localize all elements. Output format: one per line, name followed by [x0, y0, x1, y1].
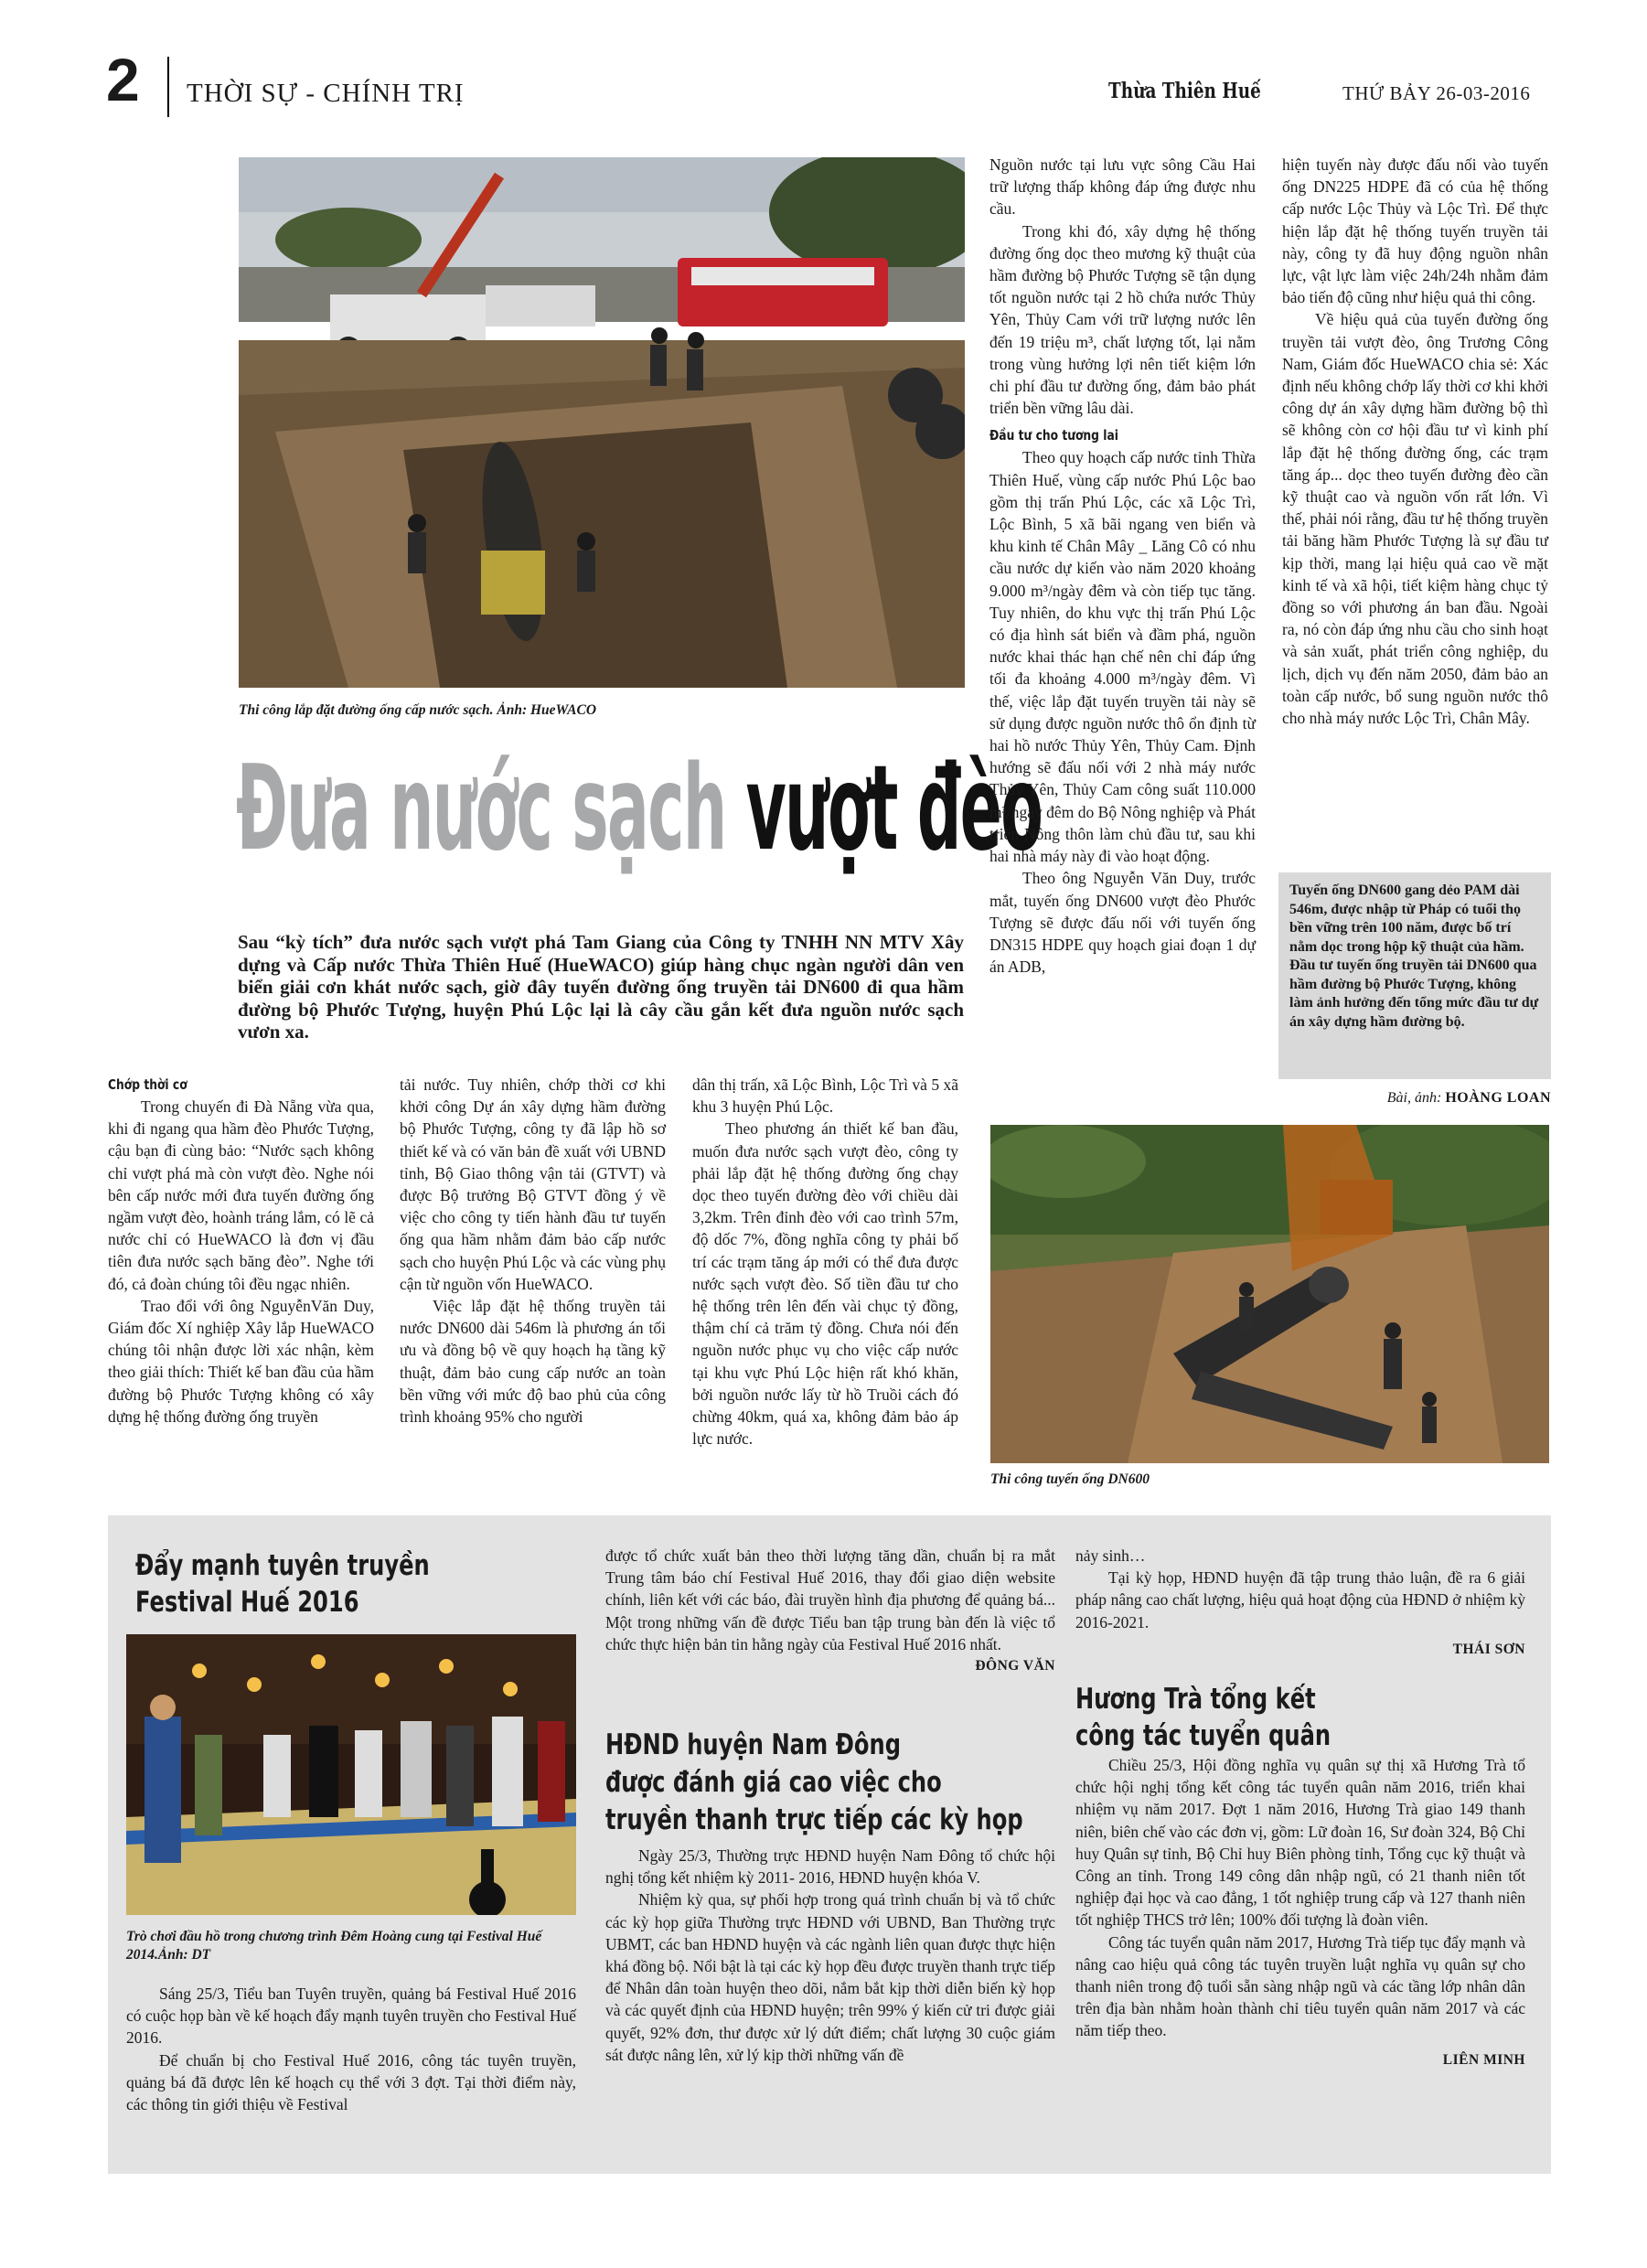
paragraph: Việc lắp đặt hệ thống truyền tải nước DN600 dài 546m là phương án tối ưu và đồng bộ về quy hoạch hạ tầng kỹ thuật, đảm bảo cung cấp nước an toàn bền vững với mức độ bao phủ của công trình khoảng 95% cho người — [400, 1297, 666, 1427]
issue-date: THỨ BẢY 26-03-2016 — [1342, 82, 1531, 104]
story2-continuation — [1075, 1545, 1525, 1661]
story2-title-line2: được đánh giá cao việc cho — [605, 1766, 942, 1799]
byline-name: HOÀNG LOAN — [1445, 1090, 1551, 1106]
paragraph: Nhiệm kỳ qua, sự phối hợp trong quá trình chuẩn bị và tổ chức các kỳ họp giữa Thường trực HĐND với UBND, Ban Thường trực UBMT, các ban HĐND huyện và các ngành liên quan được thực hiện khá đồng bộ. Nổi bật là tại các kỳ họp đều được truyền thanh trực tiếp để Nhân dân toàn huyện theo dõi, nắm bắt kịp thời diễn biến kỳ họp và các quyết định của HĐND huyện; trên 99% ý kiến cử tri được giải quyết, 92% đơn, thư được xử lý dứt điểm; chất lượng 30 cuộc giám sát được nâng lên, xử lý kịp thời những vấn đề — [605, 1890, 1055, 2064]
pipeline-trench-photo — [239, 157, 965, 688]
paragraph: Công tác tuyển quân năm 2017, Hương Trà tiếp tục đẩy mạnh và nâng cao hiệu quả công tác tuyên truyền luật nghĩa vụ quân sự cho thanh niên trong độ tuổi sẵn sàng nhập ngũ và các tầng lớp nhân dân trên địa bàn nhằm hoàn thành chỉ tiêu tuyển quân năm 2017 và các năm tiếp theo. — [1075, 1932, 1525, 2040]
paragraph: nảy sinh… — [1075, 1546, 1146, 1565]
photo2-caption: Thi công tuyến ống DN600 — [990, 1471, 1150, 1487]
headline — [236, 722, 1043, 896]
info-box-text: Tuyến ống DN600 gang dẻo PAM dài 546m, được nhập từ Pháp có tuổi thọ bền vững trên 100 năm, được bố trí nằm dọc trong hộp kỹ thuật của hầm. Đầu tư tuyến ống truyền tải DN600 qua hầm đường bộ Phước Tượng, không làm ảnh hưởng đến tổng mức đầu tư dự án xây dựng hầm đường bộ. — [1289, 883, 1539, 1030]
story2-body — [605, 1845, 1055, 2066]
paragraph: tải nước. Tuy nhiên, chớp thời cơ khi khởi công Dự án xây dựng hầm đường bộ Phước Tượng, công ty đã lập hồ sơ thiết kế và có văn bản đề xuất với UBND tỉnh, Bộ Giao thông vận tải (GTVT) và được Bộ trưởng Bộ GTVT đồng ý về việc cho công ty tiến hành đầu tư tuyến ống qua hầm nhằm đảm bảo cấp nước sạch cho huyện Phú Lộc và các vùng phụ cận từ nguồn vốn HueWACO. — [400, 1075, 666, 1293]
story3-title-line2: công tác tuyển quân — [1075, 1719, 1332, 1752]
subhead-dau-tu: Đầu tư cho tương lai — [989, 427, 1119, 444]
paragraph: Chiều 25/3, Hội đồng nghĩa vụ quân sự thị xã Hương Trà tổ chức hội nghị tổng kết công tác tuyển quân năm 2016, triển khai nhiệm vụ năm 2017. Đợt 1 năm 2016, Hương Trà giao 149 thanh niên, biên chế vào các đơn vị, gồm: Lữ đoàn 16, Sư đoàn 324, Bộ Chỉ huy Quân sự tỉnh, Bộ Chỉ huy Biên phòng tỉnh, Tổng cục kỹ thuật và Công an tỉnh. Trong 149 công dân nhập ngũ, có 21 thanh niên tốt nghiệp đại học và cao đẳng, 1 tốt nghiệp trung cấp và 127 thanh niên tốt nghiệp THCS trở lên; 100% đối tượng là đoàn viên. — [1075, 1756, 1525, 1930]
photo1-caption: Thi công lắp đặt đường ống cấp nước sạch. Ảnh: HueWACO — [239, 702, 597, 718]
paragraph: Trao đổi với ông NguyễnVăn Duy, Giám đốc Xí nghiệp Xây lắp HueWACO chúng tôi nhận được lời xác nhận, kèm theo giải thích: Thiết kế ban đầu của hầm đường bộ Phước Tượng không có xây dựng hệ thống đường ống truyền — [108, 1296, 374, 1426]
section-title: THỜI SỰ - CHÍNH TRỊ — [187, 79, 465, 108]
info-box — [1278, 872, 1551, 1079]
story2-title-line1: HĐND huyện Nam Đông — [605, 1728, 902, 1761]
headline-part2: vượt đèo — [745, 741, 1043, 877]
paragraph: Theo quy hoạch cấp nước tỉnh Thừa Thiên Huế, vùng cấp nước Phú Lộc bao gồm thị trấn Phú Lộc, các xã Lộc Trì, Lộc Bình, 5 xã bãi ngang ven biển và khu kinh tế Chân Mây _ Lăng Cô có nhu cầu nước dự kiến vào năm 2020 khoảng 9.000 m³/ngày đêm và còn tiếp tục tăng. Tuy nhiên, do khu vực thị trấn Phú Lộc có địa hình sát biển và đầm phá, nguồn nước khai thác hạn chế nên chỉ đáp ứng tối đa khoảng 4.000 m³/ngày đêm. Vì thế, việc lắp đặt tuyến truyền tải này sẽ sử dụng được nguồn nước thô ổn định từ hai hồ nước Thủy Yên, Thủy Cam. Định hướng sẽ đấu nối với 2 nhà máy nước Thủy Yên, Thủy Cam công suất 110.000 m³/ngày đêm do Bộ Nông nghiệp và Phát triển Nông thôn làm chủ đầu tư, sau khi hai nhà máy này đi vào hoạt động. — [989, 448, 1256, 866]
headline-part1: Đưa nước sạch — [236, 741, 726, 877]
paragraph: hiện tuyến này được đấu nối vào tuyến ống DN225 HDPE đã có của hệ thống cấp nước Lộc Thủy và Lộc Trì. Để thực hiện lắp đặt hệ thống tuyến truyền tải này, công ty đã huy động nguồn nhân lực, vật lực làm việc 24h/24h nhằm đảm bảo tiến độ cũng như hiệu quả thi công. — [1282, 155, 1548, 307]
story3-byline: LIÊN MINH — [1442, 2051, 1525, 2068]
story3-title — [1075, 1681, 1361, 1754]
festival-photo — [126, 1634, 576, 1915]
paragraph: Ngày 25/3, Thường trực HĐND huyện Nam Đông tổ chức hội nghị tổng kết nhiệm kỳ 2011- 2016, HĐND huyện khóa V. — [605, 1846, 1055, 1888]
paragraph: Theo phương án thiết kế ban đầu, muốn đưa nước sạch vượt đèo, công ty phải lắp đặt hệ thống đường ống chạy dọc theo tuyến đường đèo với chiều dài 3,2km. Trên đỉnh đèo với cao trình 57m, độ dốc 7%, đồng nghĩa công ty phải bố trí các trạm tăng áp mới có thể đưa được nước sạch vượt đèo. Số tiền đầu tư cho hệ thống trên lên đến vài chục tỷ đồng, thậm chí cả trăm tỷ đồng. Chưa nói đến nguồn nước phục vụ cho việc cấp nước tại khu vực Phú Lộc hiện rất khó khăn, bởi nguồn nước lấy từ hồ Truồi cách đó chừng 40km, quá xa, không đảm bảo áp lực nước. — [692, 1119, 958, 1449]
article-column-1 — [108, 1074, 374, 1428]
article-column-4 — [989, 154, 1256, 978]
story2-title-line3: truyền thanh trực tiếp các kỳ họp — [605, 1803, 1023, 1836]
byline-prefix: Bài, ảnh: — [1386, 1090, 1442, 1106]
paragraph: được tổ chức xuất bản theo thời lượng tăng dần, chuẩn bị ra mắt Trung tâm báo chí Festival Huế 2016, thay đổi giao diện website chính, liên kết với các báo, đài truyền hình địa phương để quảng bá... Một trong những vấn đề được Tiểu ban tập trung bàn đến là việc tổ chức thực hiện bản tin hằng ngày của Festival Huế 2016 nhất. — [605, 1546, 1055, 1653]
byline-main — [1278, 1090, 1551, 1107]
story3-title-line1: Hương Trà tổng kết — [1075, 1683, 1316, 1716]
paragraph: dân thị trấn, xã Lộc Bình, Lộc Trì và 5 xã khu 3 huyện Phú Lộc. — [692, 1075, 958, 1117]
subhead-chop-thoi-co: Chớp thời cơ — [108, 1076, 187, 1093]
article-column-2 — [400, 1074, 666, 1428]
story1-body — [126, 1983, 576, 2115]
header-divider — [167, 57, 169, 117]
paragraph: Nguồn nước tại lưu vực sông Cầu Hai trữ lượng thấp không đáp ứng được nhu cầu. — [989, 155, 1256, 219]
paragraph: Theo ông Nguyễn Văn Duy, trước mắt, tuyến ống DN600 vượt đèo Phước Tượng sẽ được đấu nối với tuyến ống DN315 HDPE quy hoạch giai đoạn 1 dự án ADB, — [989, 869, 1256, 977]
paragraph: Sáng 25/3, Tiểu ban Tuyên truyền, quảng bá Festival Huế 2016 có cuộc họp bàn về kế hoạch đẩy mạnh tuyên truyền cho Festival Huế 2016. — [126, 1984, 576, 2048]
paragraph: Để chuẩn bị cho Festival Huế 2016, công tác tuyên truyền, quảng bá đã được lên kế hoạch cụ thể với 3 đợt. Tại thời điểm này, các thông tin giới thiệu về Festival — [126, 2050, 576, 2114]
story1-continuation — [605, 1545, 1055, 1677]
paragraph: Về hiệu quả của tuyến đường ống truyền tải vượt đèo, ông Trương Công Nam, Giám đốc HueWACO chia sẻ: Xác định nếu không chớp lấy thời cơ khi khởi công dự án xây dựng hầm đường bộ thì sẽ không còn cơ hội đầu tư vì kinh phí lắp đặt hệ thống đường ống, các trạm tăng áp... dọc theo tuyến đường đèo cần kỹ thuật cao và nguồn vốn rất lớn. Vì thế, phải nói rằng, đầu tư hệ thống truyền tải băng hầm Phước Tượng là sự đầu tư kịp thời, mang lại hiệu quả cao về mặt kinh tế và xã hội, tiết kiệm hàng chục tỷ đồng so với phương án ban đầu. Ngoài ra, nó còn đáp ứng nhu cầu cho sinh hoạt và sản xuất, phát triển công nghiệp, du lịch, dịch vụ đến năm 2050, đảm bảo an toàn cấp nước, bổ sung nguồn nước thô cho nhà máy nước Lộc Trì, Chân Mây. — [1282, 310, 1548, 728]
paragraph: Trong khi đó, xây dựng hệ thống đường ống dọc theo mương kỹ thuật của hầm đường bộ Phước Tượng sẽ tận dụng tốt nguồn nước tại 2 hồ chứa nước Thủy Yên, Thủy Cam với trữ lượng nước lên đến 19 triệu m³, chất lượng tốt, lại nằm trong vùng hưởng lợi nên tiết kiệm lớn chi phí đầu tư đường ống, đảm bảo phát triển bền vững lâu dài. — [989, 221, 1256, 418]
article-column-5 — [1282, 154, 1548, 729]
page-number: 2 — [106, 46, 140, 113]
story1-title — [135, 1547, 430, 1621]
story1-byline: ĐÔNG VĂN — [975, 1658, 1055, 1674]
festival-photo-caption: Trò chơi đầu hồ trong chương trình Đêm Hoàng cung tại Festival Huế 2014.Ảnh: DT — [126, 1929, 542, 1963]
story2-title — [605, 1727, 1023, 1839]
story2-byline: THÁI SƠN — [1452, 1641, 1525, 1657]
paragraph: Tại kỳ họp, HĐND huyện đã tập trung thảo luận, đề ra 6 giải pháp nâng cao chất lượng, hiệu quả hoạt động của HĐND ở nhiệm kỳ 2016-2021. — [1075, 1568, 1525, 1631]
paragraph: Trong chuyến đi Đà Nẵng vừa qua, khi đi ngang qua hầm đèo Phước Tượng, cậu bạn đi cùng bảo: “Nước sạch không chỉ vượt phá mà còn vượt đèo. Nghe nói bên cấp nước mới đưa tuyến đường ống ngầm vượt đèo, hoành tráng lắm, có lẽ cả nước chỉ có HueWACO là đơn vị đầu tiên đưa nước sạch băng đèo”. Nghe tới đó, cả đoàn chúng tôi đều ngạc nhiên. — [108, 1097, 374, 1293]
lead-paragraph: Sau “kỳ tích” đưa nước sạch vượt phá Tam Giang của Công ty TNHH NN MTV Xây dựng và Cấp nước Thừa Thiên Huế (HueWACO) giúp hàng chục ngàn người dân ven biển giải cơn khát nước sạch, giờ đây tuyến đường ống truyền tải DN600 đi qua hầm đường bộ Phước Tượng, huyện Phú Lộc lại là cây cầu gắn kết đưa nguồn nước sạch vươn xa. — [238, 931, 964, 1043]
masthead: Thừa Thiên Huế — [1108, 79, 1261, 103]
article-column-3 — [692, 1074, 958, 1450]
story1-title-line2: Festival Huế 2016 — [135, 1586, 359, 1619]
pipe-laying-photo — [990, 1125, 1549, 1463]
story1-title-line1: Đẩy mạnh tuyên truyền — [135, 1549, 430, 1582]
story3-body — [1075, 1754, 1525, 2071]
